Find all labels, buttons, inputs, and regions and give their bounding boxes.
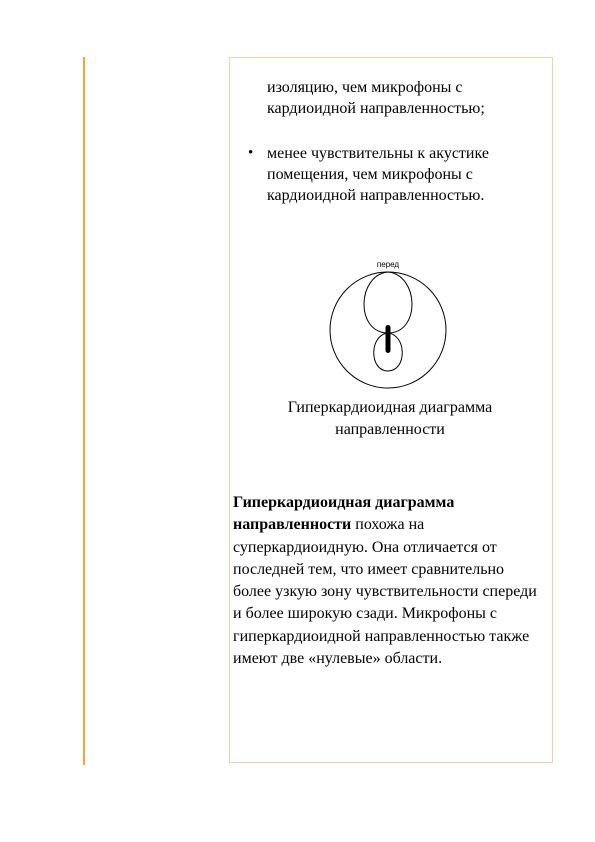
continued-paragraph: изоляцию, чем микрофоны с кардиоидной направленностью;: [267, 79, 485, 117]
left-margin-rule: [83, 57, 85, 765]
microphone-icon: [386, 325, 391, 353]
hypercardioid-polar-diagram: [325, 255, 455, 395]
diagram-caption: Гиперкардиоидная диаграмма направленности: [287, 399, 493, 438]
bullet-icon: •: [248, 145, 254, 161]
description-bold-term: Гиперкардиоидная диаграмма направленности: [233, 494, 455, 534]
bullet-item: менее чувствительны к акустике помещения, чем микрофоны с кардиоидной направленностью.: [267, 145, 489, 204]
front-label: перед: [376, 260, 400, 269]
description-text: похожа на суперкардиоидную. Она отличается от последней тем, что имеет сравнительно более узкую зону чувствительности спереди и более широкую сзади. Микрофоны с гиперкардиоидной направленностью также имеют две «нулевые» области.: [233, 516, 537, 668]
front-lobe: [364, 272, 412, 333]
description-paragraph: [233, 492, 545, 670]
